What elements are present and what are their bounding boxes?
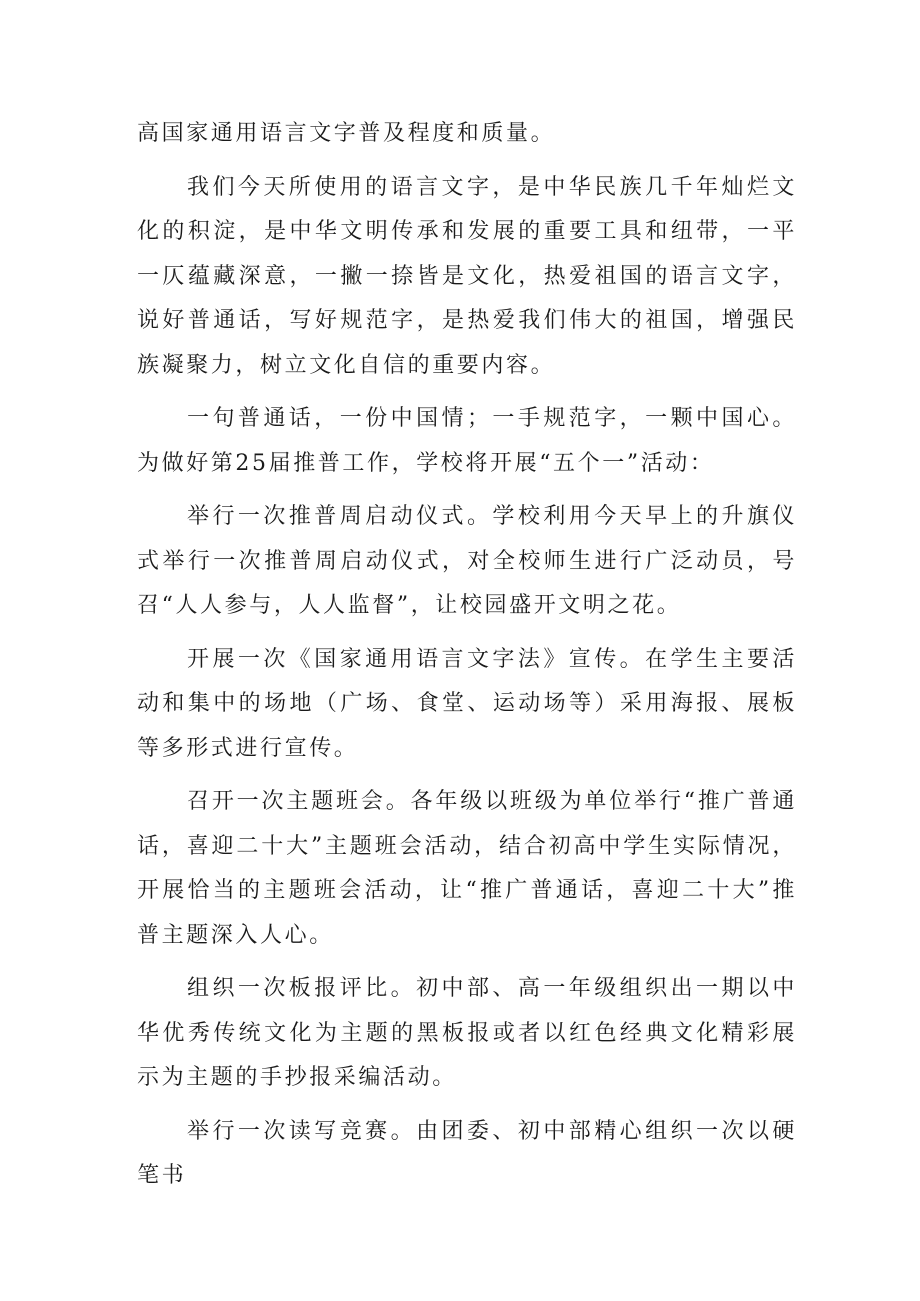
paragraph-5: 开展一次《国家通用语言文字法》宣传。在学生主要活动和集中的场地（广场、食堂、运动场等）采用海报、展板等多形式进行宣传。 — [137, 646, 797, 761]
document-body — [137, 112, 797, 1208]
paragraph-6: 召开一次主题班会。各年级以班级为单位举行“推广普通话，喜迎二十大”主题班会活动，结合初高中学生实际情况，开展恰当的主题班会活动，让“推广普通话，喜迎二十大”推普主题深入人心。 — [137, 789, 797, 948]
paragraph-4: 举行一次推普周启动仪式。学校利用今天早上的升旗仪式举行一次推普周启动仪式，对全校师生进行广泛动员，号召“人人参与，人人监督”，让校园盛开文明之花。 — [137, 504, 797, 618]
paragraph-1: 高国家通用语言文字普及程度和质量。 — [137, 121, 556, 146]
paragraph-7: 组织一次板报评比。初中部、高一年级组织出一期以中华优秀传统文化为主题的黑板报或者以红色经典文化精彩展示为主题的手抄报采编活动。 — [137, 976, 797, 1090]
paragraph-2: 我们今天所使用的语言文字，是中华民族几千年灿烂文化的积淀，是中华文明传承和发展的重要工具和纽带，一平一仄蕴藏深意，一撇一捺皆是文化，热爱祖国的语言文字，说好普通话，写好规范字，是热爱我们伟大的祖国，增强民族凝聚力，树立文化自信的重要内容。 — [137, 174, 797, 378]
paragraph-3: 一句普通话，一份中国情；一手规范字，一颗中国心。为做好第25届推普工作，学校将开展“五个一”活动： — [137, 406, 797, 476]
paragraph-8: 举行一次读写竞赛。由团委、初中部精心组织一次以硬笔书 — [137, 1118, 797, 1188]
